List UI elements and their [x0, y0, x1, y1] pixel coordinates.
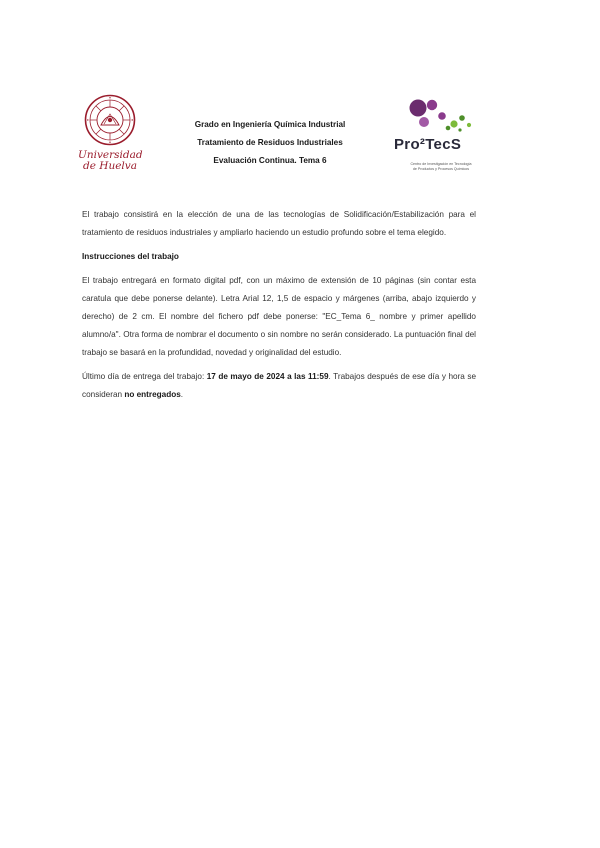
deadline-date: 17 de mayo de 2024 a las 11:59 [206, 372, 329, 381]
instructions-heading: Instrucciones del trabajo [82, 252, 179, 261]
deadline-paragraph [82, 368, 476, 404]
document-body [82, 206, 476, 410]
instructions-paragraph: El trabajo entregará en formato digital pdf, con un máximo de extensión de 10 páginas (sin contar esta caratula que debe ponerse delante). Letra Arial 12, 1,5 de espacio y márgenes (arriba, abajo izquierdo y derecho) de 2 cm. El nombre del fichero pdf debe ponerse: "EC_Tema 6_ nombre y primer apellido alumno/a". Otra forma de nombrar el documento o sin nombre no serán considerado. La puntuación final del trabajo se basará en la profundidad, novedad y originalidad del estudio. [82, 276, 476, 357]
university-wordmark-line1: Universidad [78, 149, 143, 161]
degree-title: Grado en Ingeniería Química Industrial [194, 120, 346, 129]
course-title: Tratamiento de Residuos Industriales [197, 138, 343, 147]
deadline-middle: . Trabajos después de ese día y hora se consideran [82, 372, 477, 399]
protecs-logo [394, 96, 484, 182]
university-wordmark-line2: de Huelva [83, 160, 137, 172]
protecs-subtitle [396, 162, 486, 172]
universidad-de-huelva-logo [78, 92, 142, 182]
evaluation-title: Evaluación Continua. Tema 6 [213, 156, 327, 165]
intro-paragraph: El trabajo consistirá en la elección de una de las tecnologías de Solidificación/Estabilización para el tratamiento de residuos industriales y ampliarlo haciendo un estudio profundo sobre el tema elegido. [82, 210, 476, 237]
deadline-prefix: Último día de entrega del trabajo: [82, 372, 207, 381]
header-titles [190, 116, 350, 170]
protecs-subtitle-line2: de Productos y Procesos Químicos [412, 167, 470, 171]
document-header [78, 92, 526, 184]
protecs-name: Pro²TecS [394, 136, 462, 153]
deadline-emphasis: no entregados [124, 390, 181, 399]
molecule-dots-icon [402, 96, 482, 136]
university-wordmark [78, 150, 142, 172]
deadline-suffix: . [180, 390, 184, 399]
protecs-subtitle-line1: Centro de Investigación en Tecnología [410, 162, 472, 166]
university-seal-icon [84, 94, 136, 146]
